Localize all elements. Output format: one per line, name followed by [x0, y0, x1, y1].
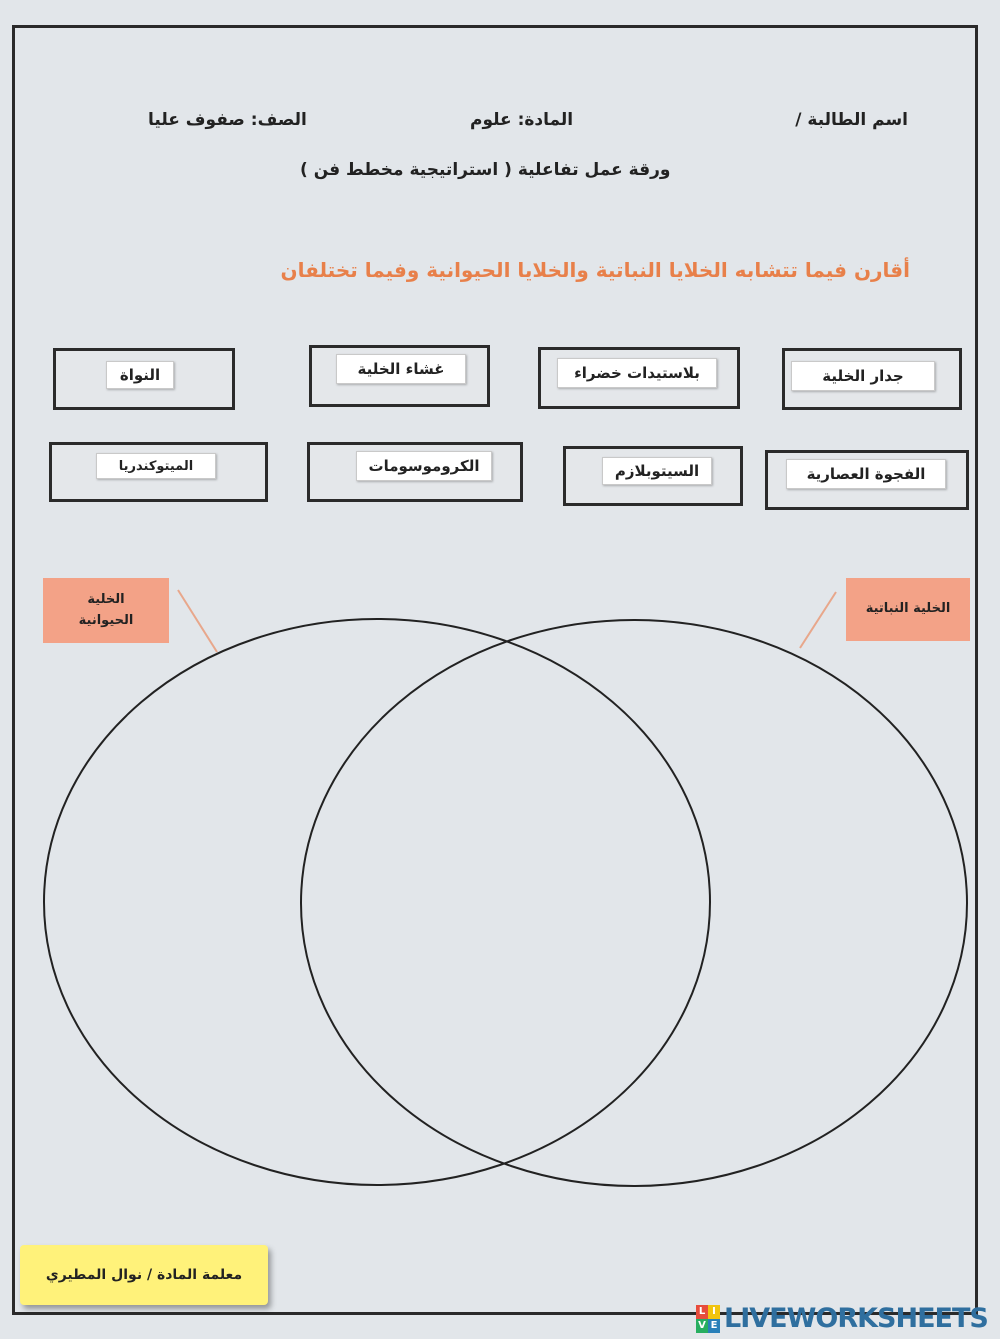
logo-letter: V — [696, 1319, 708, 1333]
animal-cell-label-line1: الخلية — [87, 591, 125, 607]
term-chip-cytoplasm[interactable]: السيتوبلازم — [602, 457, 712, 485]
worksheet-title: ورقة عمل تفاعلية ( استراتيجية مخطط فن ) — [300, 160, 671, 180]
subject-label: المادة: علوم — [470, 110, 574, 130]
logo-letter: L — [696, 1305, 708, 1319]
logo-letter: I — [708, 1305, 720, 1319]
term-chip-mitochondria[interactable]: الميتوكندريا — [96, 453, 216, 479]
brand-name: LIVEWORKSHEETS — [724, 1303, 988, 1334]
grade-label: الصف: صفوف عليا — [148, 110, 307, 130]
animal-label-pointer — [178, 590, 217, 652]
term-chip-cell-wall[interactable]: جدار الخلية — [791, 361, 935, 391]
venn-circle-plant — [301, 620, 967, 1186]
term-chip-nucleus[interactable]: النواة — [106, 361, 174, 389]
animal-cell-label — [43, 578, 169, 643]
student-name-label: اسم الطالبة / — [795, 110, 908, 130]
liveworksheets-brand[interactable] — [696, 1303, 988, 1334]
teacher-credit: معلمة المادة / نوال المطيري — [20, 1245, 268, 1305]
plant-label-pointer — [800, 592, 836, 648]
animal-cell-label-line2: الحيوانية — [78, 612, 134, 628]
term-chip-chromosomes[interactable]: الكروموسومات — [356, 451, 492, 481]
term-chip-chloroplasts[interactable]: بلاستيدات خضراء — [557, 358, 717, 388]
term-chip-vacuole[interactable]: الفجوة العصارية — [786, 459, 946, 489]
logo-letter: E — [708, 1319, 720, 1333]
liveworksheets-logo-icon — [696, 1305, 720, 1333]
term-chip-cell-membrane[interactable]: غشاء الخلية — [336, 354, 466, 384]
comparison-question: أقارن فيما تتشابه الخلايا النباتية والخلايا الحيوانية وفيما تختلفان — [280, 258, 910, 282]
plant-cell-label: الخلية النباتية — [846, 578, 970, 641]
venn-circle-animal — [44, 619, 710, 1185]
